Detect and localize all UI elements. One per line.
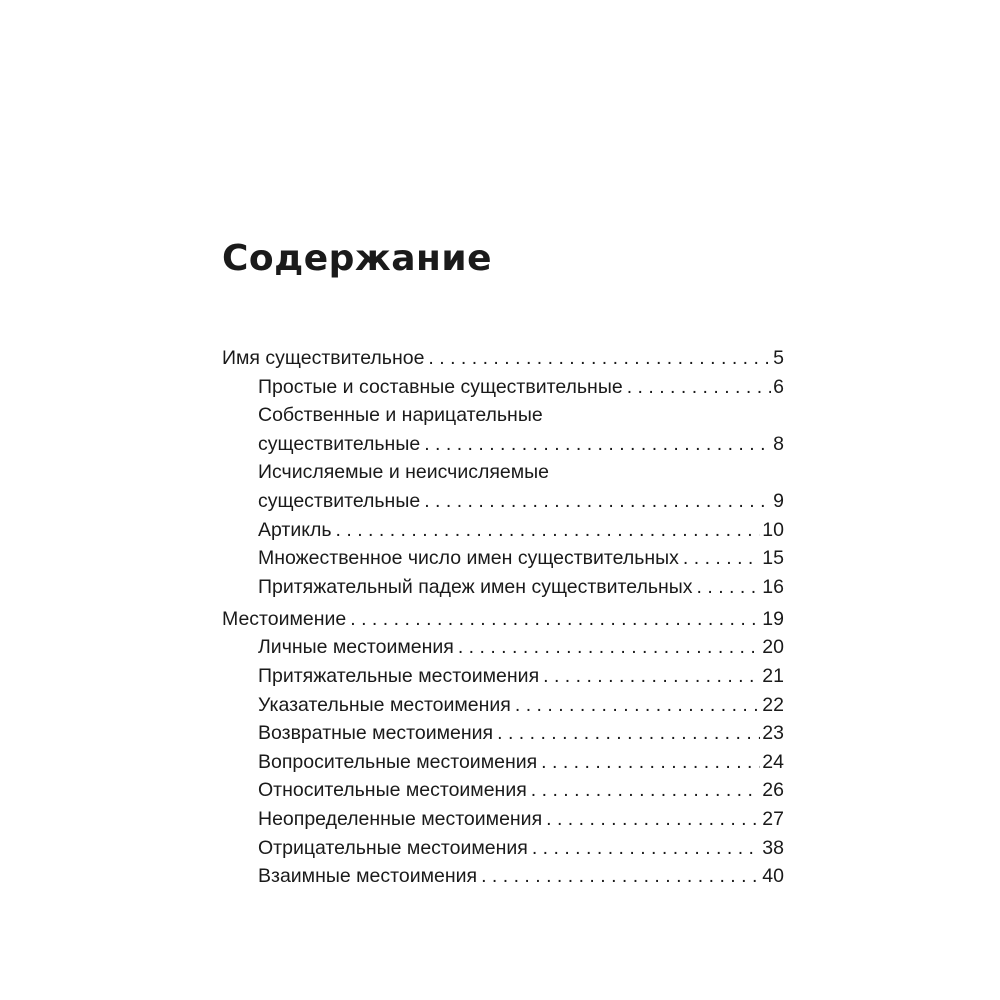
toc-subentry[interactable] [222,633,784,662]
dot-leader [481,862,760,891]
toc-subentry[interactable] [222,544,784,573]
entry-title: Имя существительное [222,347,425,369]
entry-title-line[interactable]: Исчисляемые и неисчисляемые [258,461,550,484]
page-number: 8 [773,432,784,455]
toc-chapter-entry[interactable] [222,344,784,373]
dot-leader [627,373,771,402]
page-number: 19 [762,607,784,630]
toc-chapter-entry[interactable] [222,605,784,634]
entry-title: существительные [258,489,421,512]
toc-section [222,344,784,601]
page-number: 27 [762,808,784,830]
dot-leader [697,573,761,602]
dot-leader [336,516,761,545]
page-number: 6 [773,375,784,398]
toc-subentry[interactable] [222,776,784,805]
entry-title: Множественное число имен существительных [258,547,679,570]
dot-leader [458,633,760,662]
entry-title: Личные местоимения [258,636,454,659]
dot-leader [424,430,771,459]
page-number: 9 [773,489,784,512]
dot-leader [515,691,760,720]
toc-subentry[interactable] [222,719,784,748]
toc-subentry[interactable] [222,573,784,602]
page-number: 20 [762,636,784,659]
entry-title: Относительные местоимения [258,779,527,802]
page-number: 16 [762,575,784,598]
entry-title: Артикль [258,518,332,541]
entry-title: Притяжательные местоимения [258,665,540,688]
page-number: 40 [762,865,784,888]
toc-subentry[interactable] [222,834,784,863]
page-number: 23 [762,722,784,745]
toc-subentry[interactable] [222,691,784,720]
dot-leader [428,344,771,373]
page-number: 10 [762,518,784,541]
toc-subentry[interactable] [222,805,784,834]
toc-subentry[interactable] [222,430,784,459]
table-of-contents [222,344,784,894]
toc-subentry[interactable] [222,662,784,691]
toc-section [222,605,784,891]
dot-leader [531,776,761,805]
entry-title: Указательные местоимения [258,693,511,716]
entry-title: Притяжательный падеж имен существительных [258,575,693,598]
entry-title: Неопределенные местоимения [258,808,543,830]
entry-title: существительные [258,432,421,455]
entry-title: Отрицательные местоимения [258,836,528,859]
entry-title: Возвратные местоимения [258,722,494,745]
page-number: 5 [773,347,784,369]
toc-subentry[interactable] [222,862,784,891]
toc-subentry[interactable] [222,487,784,516]
dot-leader [497,719,760,748]
dot-leader [543,662,760,691]
dot-leader [541,748,760,777]
page-title: Содержание [222,238,493,279]
page-number: 24 [762,750,784,773]
toc-subentry[interactable] [222,748,784,777]
entry-title: Простые и составные существительные [258,375,623,398]
page-number: 26 [762,779,784,802]
entry-title: Взаимные местоимения [258,865,478,888]
dot-leader [424,487,771,516]
entry-title-line[interactable]: Собственные и нарицательные [258,404,543,427]
page-number: 15 [762,547,784,570]
dot-leader [532,834,760,863]
dot-leader [546,805,760,834]
toc-subentry[interactable] [222,373,784,402]
dot-leader [683,544,760,573]
entry-title: Местоимение [222,607,347,630]
toc-subentry[interactable] [222,516,784,545]
page-number: 38 [762,836,784,859]
dot-leader [350,605,760,634]
page-number: 22 [762,693,784,716]
entry-title: Вопросительные местоимения [258,750,538,773]
page-number: 21 [762,665,784,688]
